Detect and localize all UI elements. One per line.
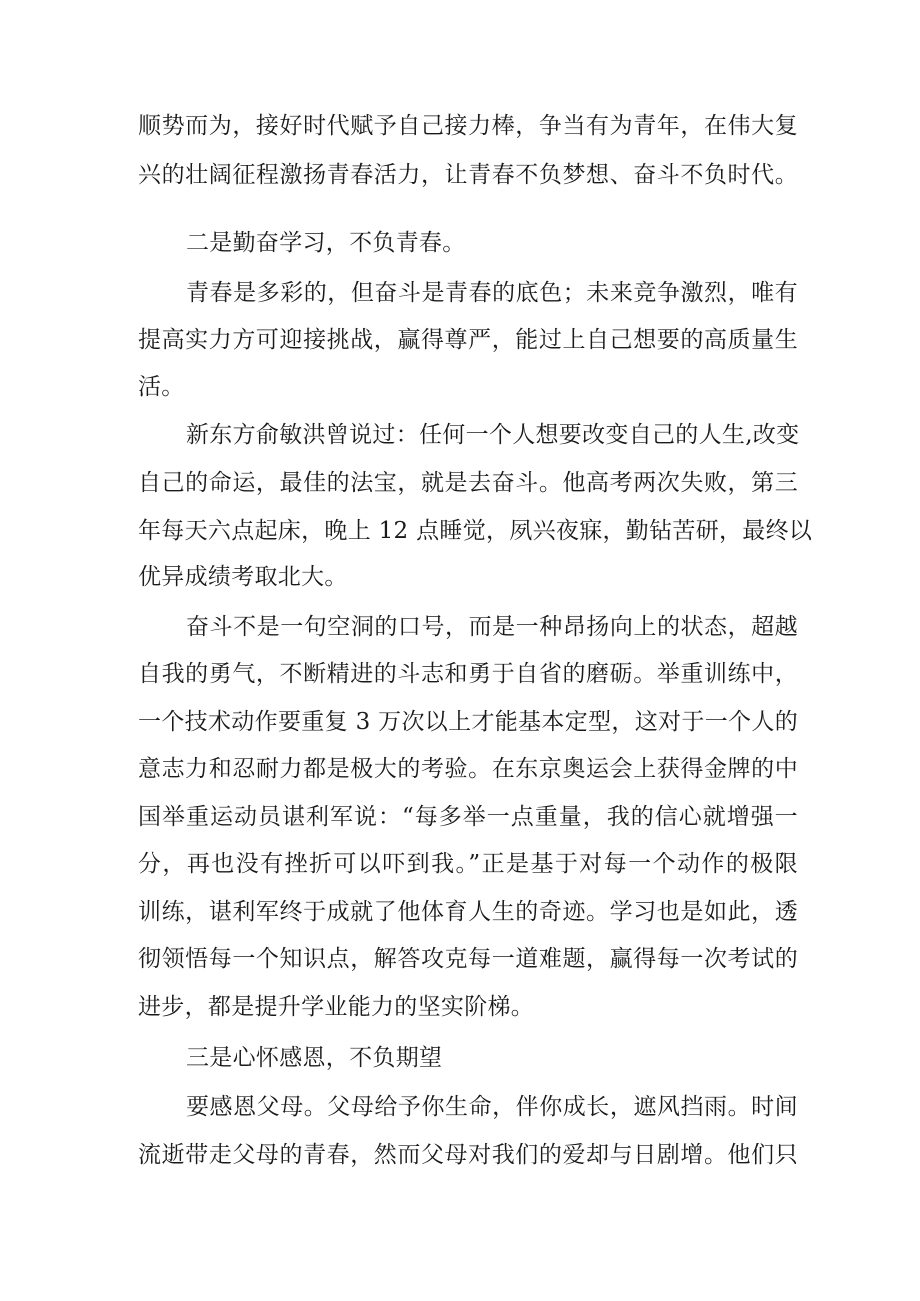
text-line: 要感恩父母。父母给予你生命，伴你成长，遮风挡雨。时间 [186,1094,798,1120]
text-line: 国举重运动员谌利军说：“每多举一点重量，我的信心就增强一 [138,804,798,830]
text-line: 自我的勇气，不断精进的斗志和勇于自省的磨砺。举重训练中， [138,661,798,687]
text-line: 兴的壮阔征程激扬青春活力，让青春不负梦想、奋斗不负时代。 [138,162,798,188]
text-line: 彻领悟每一个知识点，解答攻克每一道难题，赢得每一次考试的 [138,946,798,972]
section-heading: 二是勤奋学习，不负青春。 [186,230,466,256]
section-heading: 三是心怀感恩，不负期望 [186,1045,443,1071]
text-line: 流逝带走父母的青春，然而父母对我们的爱却与日剧增。他们只 [138,1142,798,1168]
text-line: 活。 [138,374,185,400]
text-line: 顺势而为，接好时代赋予自己接力棒，争当有为青年，在伟大复 [138,113,798,139]
text-line: 自己的命运，最佳的法宝，就是去奋斗。他高考两次失败，第三 [138,470,798,496]
text-line: 进步，都是提升学业能力的坚实阶梯。 [138,994,535,1020]
text-line: 一个技术动作要重复 3 万次以上才能基本定型，这对于一个人的 [138,709,798,735]
text-line: 青春是多彩的，但奋斗是青春的底色；未来竞争激烈，唯有 [186,280,798,306]
text-line: 奋斗不是一句空洞的口号，而是一种昂扬向上的状态，超越 [186,614,798,640]
text-line: 优异成绩考取北大。 [138,564,348,590]
text-line: 提高实力方可迎接挑战，赢得尊严，能过上自己想要的高质量生 [138,327,798,353]
text-line: 分，再也没有挫折可以吓到我。”正是基于对每一个动作的极限 [138,851,798,877]
text-line: 新东方俞敏洪曾说过：任何一个人想要改变自己的人生,改变 [186,422,800,448]
text-line: 训练，谌利军终于成就了他体育人生的奇迹。学习也是如此，透 [138,899,798,925]
text-line: 年每天六点起床，晚上 12 点睡觉，夙兴夜寐，勤钻苦研，最终以 [138,518,813,544]
text-line: 意志力和忍耐力都是极大的考验。在东京奥运会上获得金牌的中 [138,756,798,782]
